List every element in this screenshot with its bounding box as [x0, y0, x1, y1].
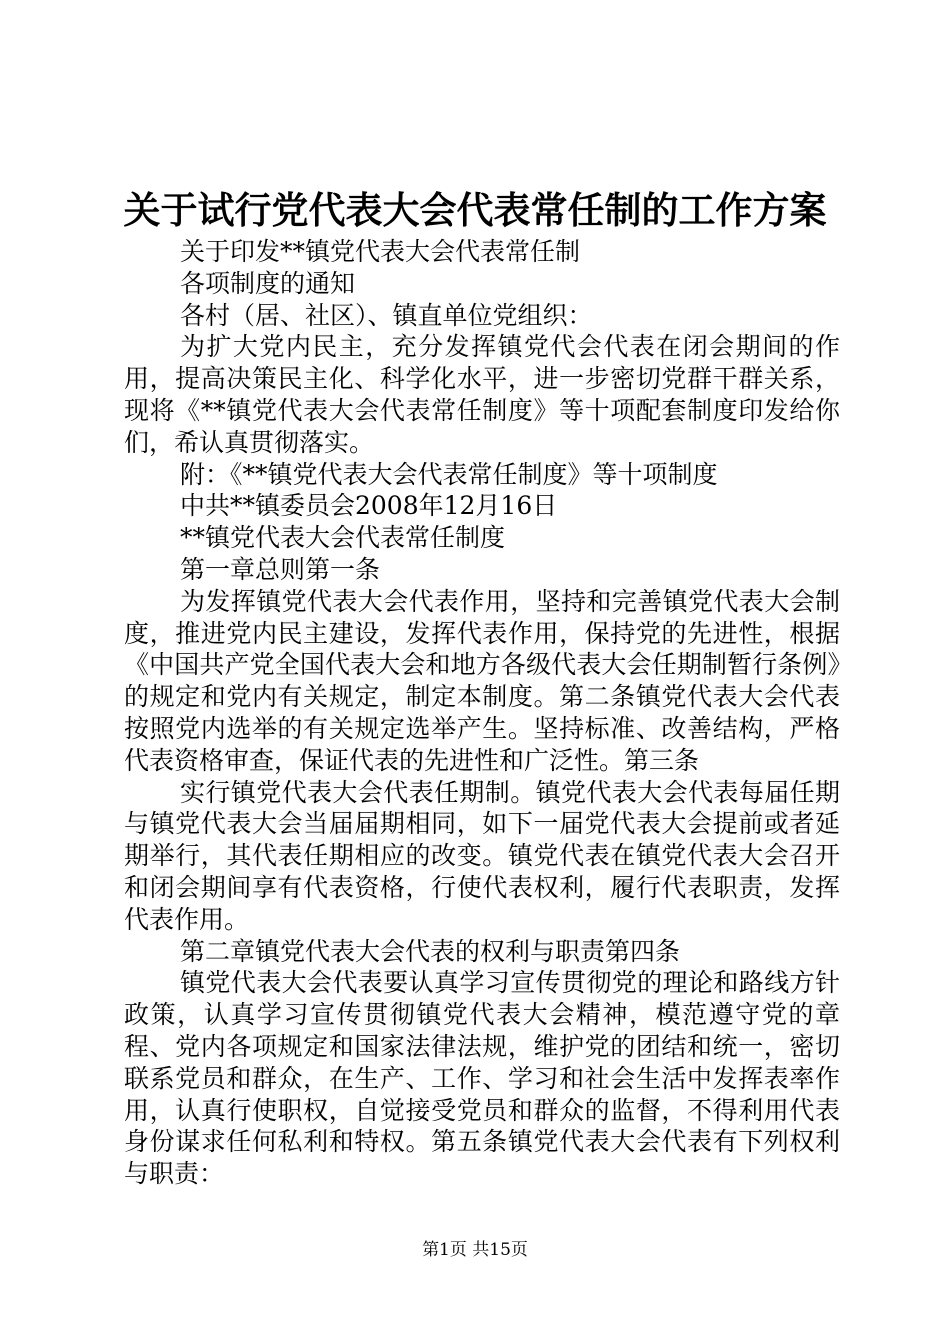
addressee-line: 各村（居、社区）、镇直单位党组织： — [180, 300, 593, 330]
page-footer: 第1页 共15页 — [422, 1240, 528, 1260]
paragraph-article-1: 为发挥镇党代表大会代表作用，坚持和完善镇党代表大会制度，推进党内民主建设，发挥代表作用，保持党的先进性，根据《中国共产党全国代表大会和地方各级代表大会任期制暂行条例》的规定和党内有关规定，制定本制度。第二条镇党代表大会代表按照党内选举的有关规定选举产生。坚持标准、改善结构，严格代表资格审查，保证代表的先进性和广泛性。第三条 — [124, 586, 840, 775]
issuer-date-line: 中共**镇委员会2008年12月16日 — [180, 491, 558, 521]
attachment-line: 附：《**镇党代表大会代表常任制度》等十项制度 — [180, 459, 718, 489]
document-title: 关于试行党代表大会代表常任制的工作方案 — [123, 188, 827, 232]
notice-title-line-2: 各项制度的通知 — [180, 268, 356, 298]
chapter-2-heading: 第二章镇党代表大会代表的权利与职责第四条 — [180, 936, 681, 966]
notice-title-line-1: 关于印发**镇党代表大会代表常任制 — [180, 237, 581, 266]
paragraph-article-3: 实行镇党代表大会代表任期制。镇党代表大会代表每届任期与镇党代表大会当届届期相同，如下一届党代表大会提前或者延期举行，其代表任期相应的改变。镇党代表在镇党代表大会召开和闭会期间享有代表资格，行使代表权利，履行代表职责，发挥代表作用。 — [124, 777, 840, 934]
paragraph-intro: 为扩大党内民主，充分发挥镇党代会代表在闭会期间的作用，提高决策民主化、科学化水平，进一步密切党群干群关系，现将《**镇党代表大会代表常任制度》等十项配套制度印发给你们，希认真贯彻落实。 — [124, 332, 840, 457]
regulation-title: **镇党代表大会代表常任制度 — [180, 523, 506, 553]
chapter-1-heading: 第一章总则第一条 — [180, 554, 381, 584]
paragraph-article-4: 镇党代表大会代表要认真学习宣传贯彻党的理论和路线方针政策，认真学习宣传贯彻镇党代表大会精神，模范遵守党的章程、党内各项规定和国家法律法规，维护党的团结和统一，密切联系党员和群众，在生产、工作、学习和社会生活中发挥表率作用，认真行使职权，自觉接受党员和群众的监督，不得利用代表身份谋求任何私利和特权。第五条镇党代表大会代表有下列权利与职责： — [124, 968, 840, 1189]
document-body — [124, 236, 840, 1190]
